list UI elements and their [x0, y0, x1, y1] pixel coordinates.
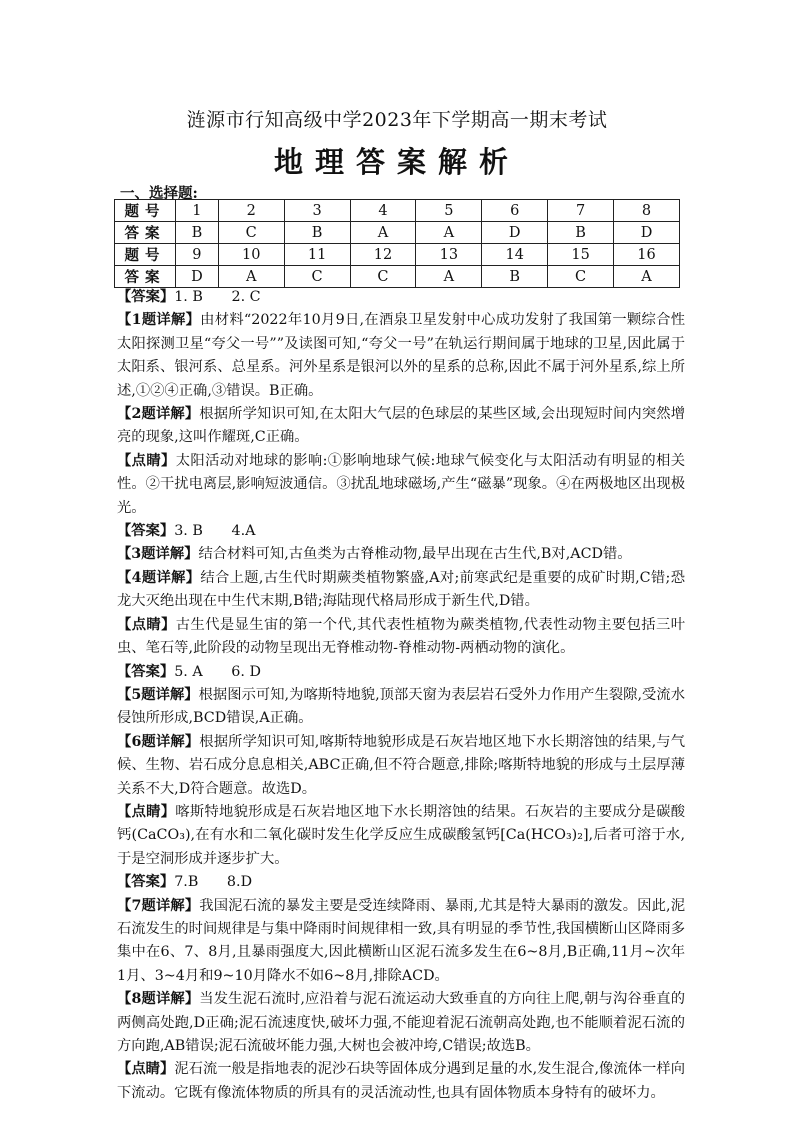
- question-number-cell: 14: [482, 244, 548, 266]
- question-number-cell: 11: [284, 244, 350, 266]
- paragraph-text: 结合上题,古生代时期蕨类植物繁盛,A对;前寒武纪是重要的成矿时期,C错;恐龙大灭绝出现在中生代末期,B错;海陆现代格局形成于新生代,D错。: [117, 569, 685, 610]
- explanation-paragraph: [117, 543, 685, 566]
- answer-cell: D: [482, 222, 548, 244]
- paragraph-text: 3. B 4.A: [174, 523, 256, 540]
- question-number-cell: 13: [416, 244, 482, 266]
- explanation-paragraph: [117, 731, 685, 801]
- question-number-cell: 15: [548, 244, 614, 266]
- exam-title: 涟源市行知高级中学2023年下学期高一期末考试: [186, 109, 608, 131]
- explanation-paragraph: [117, 871, 685, 894]
- explanation-paragraph: [117, 684, 685, 731]
- explanation-paragraph: [117, 309, 685, 403]
- paragraph-text: 泥石流一般是指地表的泥沙石块等固体成分遇到足量的水,发生混合,像流体一样向下流动。它既有像流体物质的所具有的灵活流动性,也具有固体物质本身特有的破坏力。: [117, 1061, 685, 1101]
- paragraph-tag: 【2题详解】: [117, 406, 200, 423]
- paragraph-text: 太阳活动对地球的影响:①影响地球气候:地球气候变化与太阳活动有明显的相关性。②干扰电离层,影响短波通信。③扰乱地球磁场,产生“磁暴”现象。④在两极地区出现极光。: [117, 452, 685, 516]
- document-title: 地理答案解析: [273, 145, 520, 179]
- answer-cell: A: [416, 222, 482, 244]
- answer-cell: B: [482, 266, 548, 288]
- section-heading: 一、选择题:: [120, 185, 198, 202]
- question-number-cell: 10: [218, 244, 284, 266]
- answer-row: [115, 266, 680, 288]
- paragraph-tag: 【答案】: [117, 523, 175, 540]
- question-number-cell: 12: [350, 244, 416, 266]
- answer-cell: A: [614, 266, 680, 288]
- paragraph-tag: 【6题详解】: [117, 733, 200, 750]
- explanation-paragraph: [117, 661, 685, 684]
- explanation-paragraph: [117, 567, 685, 614]
- paragraph-tag: 【3题详解】: [117, 546, 199, 563]
- answer-cell: C: [218, 222, 284, 244]
- question-number-cell: 1: [176, 200, 219, 222]
- paragraph-text: 喀斯特地貌形成是石灰岩地区地下水长期溶蚀的结果。石灰岩的主要成分是碳酸钙(CaCO₃),在有水和二氧化碳时发生化学反应生成碳酸氢钙[Ca(HCO₃)₂],后者可溶于水,于是空洞形成并逐步扩大。: [117, 803, 686, 867]
- question-number-cell: 5: [416, 200, 482, 222]
- answer-cell: B: [284, 222, 350, 244]
- paragraph-tag: 【点睛】: [117, 616, 176, 633]
- row-label: 答案: [115, 222, 176, 244]
- answer-cell: A: [416, 266, 482, 288]
- paragraph-text: 结合材料可知,古鱼类为古脊椎动物,最早出现在古生代,B对,ACD错。: [198, 546, 632, 563]
- question-number-cell: 16: [614, 244, 680, 266]
- explanation-paragraph: [117, 895, 685, 989]
- question-number-cell: 7: [548, 200, 614, 222]
- row-label: 题号: [115, 244, 176, 266]
- answer-cell: A: [350, 222, 416, 244]
- paragraph-tag: 【8题详解】: [117, 991, 200, 1008]
- answer-cell: C: [350, 266, 416, 288]
- explanation-paragraph: [117, 988, 685, 1058]
- explanation-paragraph: [117, 286, 685, 309]
- explanation-paragraph: [117, 403, 685, 450]
- paragraph-tag: 【答案】: [117, 289, 175, 305]
- answer-cell: C: [284, 266, 350, 288]
- question-number-cell: 6: [482, 200, 548, 222]
- answer-cell: B: [548, 222, 614, 244]
- question-number-cell: 4: [350, 200, 416, 222]
- explanation-paragraph: [117, 614, 685, 661]
- question-number-cell: 9: [176, 244, 219, 266]
- paragraph-text: 当发生泥石流时,应沿着与泥石流运动大致垂直的方向往上爬,朝与沟谷垂直的两侧高处跑,D正确;泥石流速度快,破坏力强,不能迎着泥石流朝高处跑,也不能顺着泥石流的方向跑,AB错误;泥石流破坏能力强,大树也会被冲垮,C错误;故选B。: [117, 991, 686, 1054]
- answer-table: [114, 199, 680, 288]
- paragraph-text: 我国泥石流的暴发主要是受连续降雨、暴雨,尤其是特大暴雨的激发。因此,泥石流发生的时间规律是与集中降雨时间规律相一致,具有明显的季节性,我国横断山区降雨多集中在6、7、8月,且暴雨强度大,因此横断山区泥石流多发生在6~8月,B正确,11月~次年1月、3~4月和9~10月降水不如6~8月,排除ACD。: [117, 897, 686, 984]
- answer-cell: D: [614, 222, 680, 244]
- answer-cell: D: [176, 266, 219, 288]
- explanation-paragraph: [117, 1058, 685, 1105]
- paragraph-text: 根据所学知识可知,在太阳大气层的色球层的某些区域,会出现短时间内突然增亮的现象,这叫作耀斑,C正确。: [117, 406, 686, 446]
- answer-cell: C: [548, 266, 614, 288]
- paragraph-tag: 【4题详解】: [117, 569, 201, 586]
- paragraph-tag: 【点睛】: [117, 1061, 175, 1078]
- question-number-cell: 8: [614, 200, 680, 222]
- explanation-body: [117, 286, 685, 1105]
- answer-cell: B: [176, 222, 219, 244]
- explanation-paragraph: [117, 450, 685, 520]
- paragraph-text: 由材料“2022年10月9日,在酒泉卫星发射中心成功发射了我国第一颗综合性太阳探测卫星“夸父一号””及读图可知,“夸父一号”在轨运行期间属于地球的卫星,因此属于太阳系、银河系、总星系。河外星系是银河以外的星系的总称,因此不属于河外星系,综上所述,①②④正确,③错误。B正确。: [117, 312, 685, 399]
- question-number-row: [115, 244, 680, 266]
- answer-cell: A: [218, 266, 284, 288]
- explanation-paragraph: [117, 520, 685, 543]
- row-label: 答案: [115, 266, 176, 288]
- question-number-row: [115, 200, 680, 222]
- paragraph-text: 根据所学知识可知,喀斯特地貌形成是石灰岩地区地下水长期溶蚀的结果,与气候、生物、岩石成分息息相关,ABC正确,但不符合题意,排除;喀斯特地貌的形成与土层厚薄关系不大,D符合题意。故选D。: [117, 733, 686, 797]
- paragraph-text: 7.B 8.D: [174, 874, 253, 891]
- paragraph-text: 古生代是显生宙的第一个代,其代表性植物为蕨类植物,代表性动物主要包括三叶虫、笔石等,此阶段的动物呈现出无脊椎动物-脊椎动物-两栖动物的演化。: [117, 616, 685, 657]
- paragraph-text: 5. A 6. D: [174, 663, 261, 680]
- row-label: 题号: [115, 200, 176, 222]
- paragraph-tag: 【7题详解】: [117, 897, 200, 914]
- paragraph-text: 根据图示可知,为喀斯特地貌,顶部天窗为表层岩石受外力作用产生裂隙,受流水侵蚀所形成,BCD错误,A正确。: [117, 686, 685, 727]
- paragraph-tag: 【1题详解】: [117, 312, 201, 329]
- paragraph-text: 1. B 2. C: [174, 289, 261, 305]
- paragraph-tag: 【答案】: [117, 874, 175, 891]
- paragraph-tag: 【点睛】: [117, 452, 176, 469]
- question-number-cell: 2: [218, 200, 284, 222]
- explanation-paragraph: [117, 801, 685, 871]
- paragraph-tag: 【5题详解】: [117, 686, 199, 703]
- answer-row: [115, 222, 680, 244]
- paragraph-tag: 【点睛】: [117, 803, 176, 820]
- question-number-cell: 3: [284, 200, 350, 222]
- paragraph-tag: 【答案】: [117, 663, 175, 680]
